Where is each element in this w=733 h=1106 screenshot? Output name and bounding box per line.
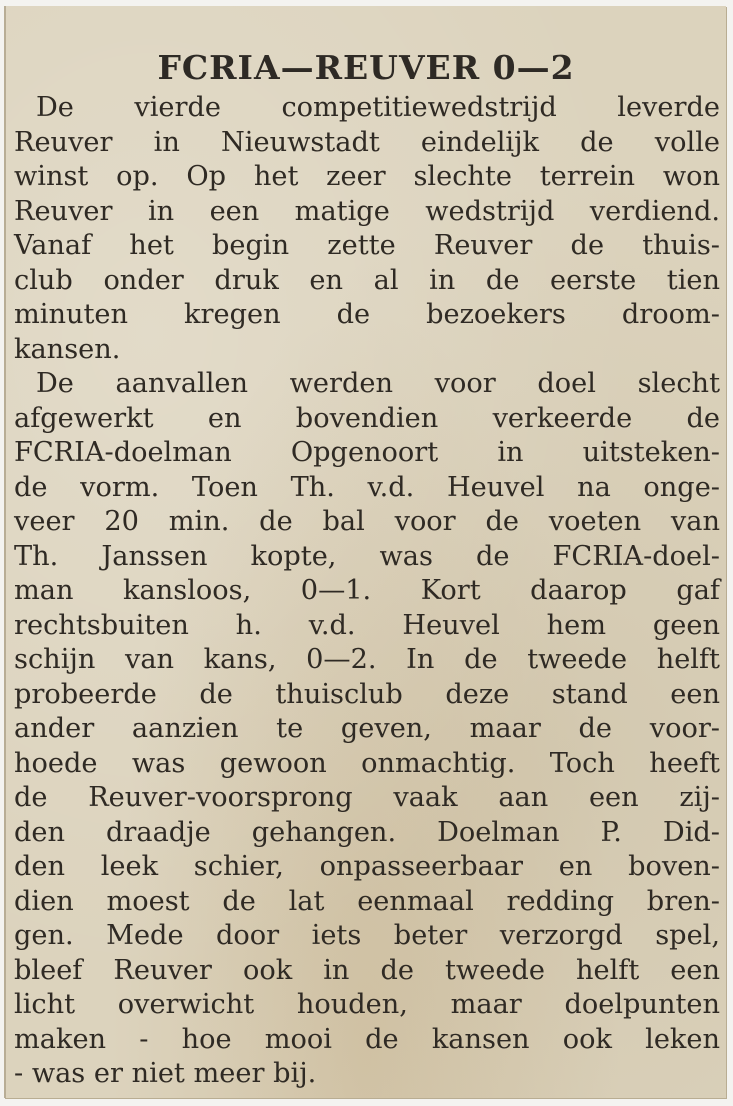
- text-line: man kansloos, 0—1. Kort daarop gaf: [14, 575, 720, 606]
- text-line: veer 20 min. de bal voor de voeten van: [14, 506, 720, 537]
- text-line: kansen.: [14, 333, 121, 365]
- article-body: [14, 91, 720, 1092]
- text-line: De vierde competitiewedstrijd leverde: [36, 92, 720, 123]
- text-line: FCRIA-doelman Opgenoort in uitsteken-: [14, 437, 720, 468]
- text-line: ander aanzien te geven, maar de voor-: [14, 713, 720, 744]
- text-line: hoede was gewoon onmachtig. Toch heeft: [14, 747, 720, 779]
- text-line: den draadje gehangen. Doelman P. Did-: [14, 816, 720, 848]
- text-line: de vorm. Toen Th. v.d. Heuvel na onge-: [14, 471, 720, 503]
- paragraph-1: [14, 91, 720, 367]
- text-line: Reuver in een matige wedstrijd verdiend.: [14, 195, 720, 227]
- text-line: dien moest de lat eenmaal redding bren-: [14, 885, 720, 917]
- text-line: Th. Janssen kopte, was de FCRIA-doel-: [14, 540, 720, 572]
- text-line: gen. Mede door iets beter verzorgd spel,: [14, 920, 720, 951]
- text-line: de Reuver-voorsprong vaak aan een zij-: [14, 782, 720, 813]
- text-line: De aanvallen werden voor doel slecht: [36, 368, 720, 399]
- text-line: - was er niet meer bij.: [14, 1058, 317, 1089]
- text-line: probeerde de thuisclub deze stand een: [14, 678, 720, 710]
- headline: FCRIA—REUVER 0—2: [157, 48, 575, 87]
- text-line: afgewerkt en bovendien verkeerde de: [14, 402, 720, 434]
- text-line: licht overwicht houden, maar doelpunten: [14, 989, 720, 1020]
- text-line: rechtsbuiten h. v.d. Heuvel hem geen: [14, 609, 720, 641]
- text-line: schijn van kans, 0—2. In de tweede helft: [14, 644, 720, 675]
- text-line: Reuver in Nieuwstadt eindelijk de volle: [14, 126, 720, 158]
- text-line: winst op. Op het zeer slechte terrein won: [14, 161, 720, 192]
- paragraph-2: [14, 367, 720, 1092]
- text-line: maken - hoe mooi de kansen ook leken: [14, 1023, 720, 1055]
- text-line: minuten kregen de bezoekers droom-: [14, 299, 720, 330]
- text-line: club onder druk en al in de eerste tien: [14, 264, 720, 296]
- newspaper-clipping: [4, 6, 726, 1098]
- text-line: den leek schier, onpasseerbaar en boven-: [14, 851, 720, 882]
- text-line: Vanaf het begin zette Reuver de thuis-: [14, 230, 720, 261]
- text-line: bleef Reuver ook in de tweede helft een: [14, 954, 720, 986]
